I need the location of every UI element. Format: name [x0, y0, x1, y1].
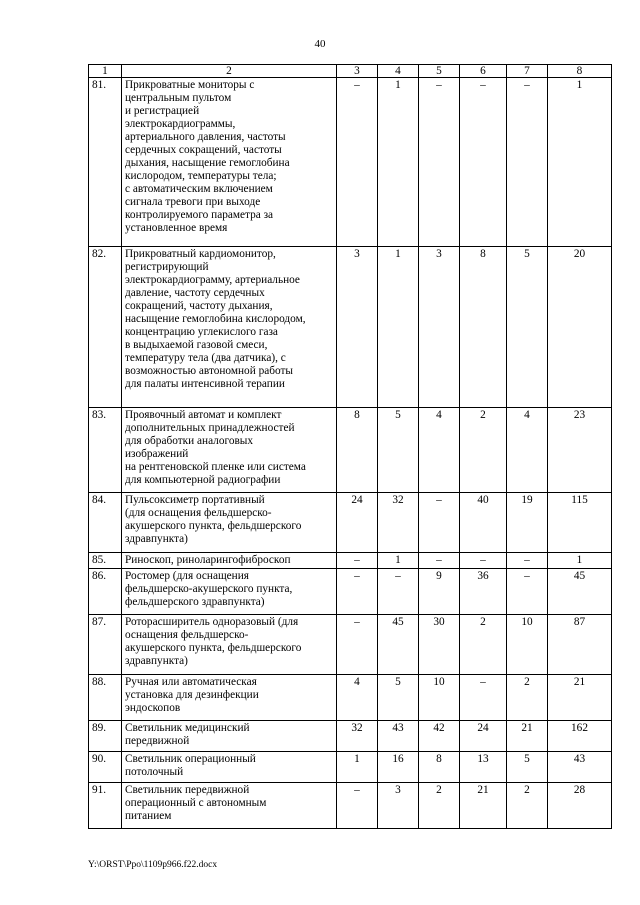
quantity-cell: – [378, 569, 419, 615]
quantity-cell: 32 [337, 721, 378, 752]
table-header-row [89, 65, 612, 78]
quantity-cell: – [507, 78, 548, 247]
quantity-cell: – [419, 553, 460, 569]
footer-file-path: Y:\ORST\Ppo\1109p966.f22.docx [88, 860, 218, 870]
total-cell: 45 [548, 569, 612, 615]
quantity-cell: 42 [419, 721, 460, 752]
quantity-cell: 21 [507, 721, 548, 752]
row-number-cell: 88. [89, 675, 122, 721]
item-name-cell: Прикроватные мониторы с центральным пультом и регистрацией электрокардиограммы, артериального давления, частоты сердечных сокращений, частоты дыхания, насыщение гемоглобина кислородом, температуры тела; с автоматическим включением сигнала тревоги при выходе контролируемого параметра за установленное время [122, 78, 337, 247]
quantity-cell: 3 [337, 247, 378, 408]
quantity-cell: 5 [378, 675, 419, 721]
equipment-table [88, 64, 612, 829]
quantity-cell: 36 [460, 569, 507, 615]
quantity-cell: 1 [378, 553, 419, 569]
quantity-cell: 1 [378, 78, 419, 247]
quantity-cell: 21 [460, 783, 507, 829]
row-number-cell: 89. [89, 721, 122, 752]
table-row [89, 247, 612, 408]
quantity-cell: 2 [507, 675, 548, 721]
quantity-cell: 9 [419, 569, 460, 615]
total-cell: 21 [548, 675, 612, 721]
header-cell: 3 [337, 65, 378, 78]
row-number-cell: 85. [89, 553, 122, 569]
item-name-cell: Светильник медицинский передвижной [122, 721, 337, 752]
row-number-cell: 83. [89, 408, 122, 493]
item-name-cell: Риноскоп, риноларингофиброскоп [122, 553, 337, 569]
total-cell: 115 [548, 493, 612, 553]
header-cell: 4 [378, 65, 419, 78]
item-name-cell: Светильник передвижной операционный с автономным питанием [122, 783, 337, 829]
total-cell: 43 [548, 752, 612, 783]
quantity-cell: 24 [337, 493, 378, 553]
header-cell: 7 [507, 65, 548, 78]
quantity-cell: – [507, 569, 548, 615]
total-cell: 20 [548, 247, 612, 408]
quantity-cell: 2 [507, 783, 548, 829]
quantity-cell: – [337, 615, 378, 675]
quantity-cell: 2 [419, 783, 460, 829]
table-row [89, 493, 612, 553]
item-name-cell: Пульсоксиметр портативный (для оснащения фельдшерско- акушерского пункта, фельдшерского здравпункта) [122, 493, 337, 553]
quantity-cell: 5 [507, 752, 548, 783]
quantity-cell: 8 [337, 408, 378, 493]
quantity-cell: 10 [507, 615, 548, 675]
quantity-cell: 2 [460, 615, 507, 675]
item-name-cell: Ручная или автоматическая установка для дезинфекции эндоскопов [122, 675, 337, 721]
quantity-cell: 30 [419, 615, 460, 675]
item-name-cell: Светильник операционный потолочный [122, 752, 337, 783]
quantity-cell: 5 [507, 247, 548, 408]
item-name-cell: Роторасширитель одноразовый (для оснащения фельдшерско- акушерского пункта, фельдшерского здравпункта) [122, 615, 337, 675]
quantity-cell: 8 [460, 247, 507, 408]
header-cell: 2 [122, 65, 337, 78]
table-row [89, 675, 612, 721]
header-cell: 8 [548, 65, 612, 78]
table-row [89, 569, 612, 615]
row-number-cell: 90. [89, 752, 122, 783]
quantity-cell: 40 [460, 493, 507, 553]
page-number: 40 [314, 38, 326, 50]
quantity-cell: 43 [378, 721, 419, 752]
header-cell: 5 [419, 65, 460, 78]
quantity-cell: – [419, 493, 460, 553]
row-number-cell: 84. [89, 493, 122, 553]
quantity-cell: – [460, 553, 507, 569]
row-number-cell: 86. [89, 569, 122, 615]
header-cell: 6 [460, 65, 507, 78]
quantity-cell: – [460, 675, 507, 721]
quantity-cell: – [507, 553, 548, 569]
table-row [89, 78, 612, 247]
total-cell: 162 [548, 721, 612, 752]
row-number-cell: 81. [89, 78, 122, 247]
quantity-cell: 24 [460, 721, 507, 752]
quantity-cell: – [460, 78, 507, 247]
quantity-cell: 19 [507, 493, 548, 553]
table-row [89, 615, 612, 675]
quantity-cell: 16 [378, 752, 419, 783]
table-row [89, 408, 612, 493]
total-cell: 1 [548, 78, 612, 247]
quantity-cell: 4 [419, 408, 460, 493]
header-cell: 1 [89, 65, 122, 78]
table-row [89, 752, 612, 783]
quantity-cell: 32 [378, 493, 419, 553]
quantity-cell: 5 [378, 408, 419, 493]
total-cell: 23 [548, 408, 612, 493]
quantity-cell: 13 [460, 752, 507, 783]
quantity-cell: 4 [507, 408, 548, 493]
item-name-cell: Ростомер (для оснащения фельдшерско-акушерского пункта, фельдшерского здравпункта) [122, 569, 337, 615]
quantity-cell: – [337, 569, 378, 615]
row-number-cell: 91. [89, 783, 122, 829]
quantity-cell: – [419, 78, 460, 247]
quantity-cell: 45 [378, 615, 419, 675]
quantity-cell: 1 [378, 247, 419, 408]
total-cell: 1 [548, 553, 612, 569]
row-number-cell: 87. [89, 615, 122, 675]
quantity-cell: – [337, 553, 378, 569]
quantity-cell: 8 [419, 752, 460, 783]
total-cell: 28 [548, 783, 612, 829]
quantity-cell: – [337, 78, 378, 247]
quantity-cell: 4 [337, 675, 378, 721]
quantity-cell: – [337, 783, 378, 829]
quantity-cell: 10 [419, 675, 460, 721]
quantity-cell: 3 [419, 247, 460, 408]
row-number-cell: 82. [89, 247, 122, 408]
total-cell: 87 [548, 615, 612, 675]
table-row [89, 721, 612, 752]
quantity-cell: 2 [460, 408, 507, 493]
item-name-cell: Прикроватный кардиомонитор, регистрирующий электрокардиограмму, артериальное давление, частоту сердечных сокращений, частоту дыхания, насыщение гемоглобина кислородом, концентрацию углекислого газа в выдыхаемой газовой смеси, температуру тела (два датчика), с возможностью автономной работы для палаты интенсивной терапии [122, 247, 337, 408]
table-row [89, 783, 612, 829]
quantity-cell: 3 [378, 783, 419, 829]
table-row [89, 553, 612, 569]
quantity-cell: 1 [337, 752, 378, 783]
item-name-cell: Проявочный автомат и комплект дополнительных принадлежностей для обработки аналоговых изображений на рентгеновской пленке или система для компьютерной радиографии [122, 408, 337, 493]
